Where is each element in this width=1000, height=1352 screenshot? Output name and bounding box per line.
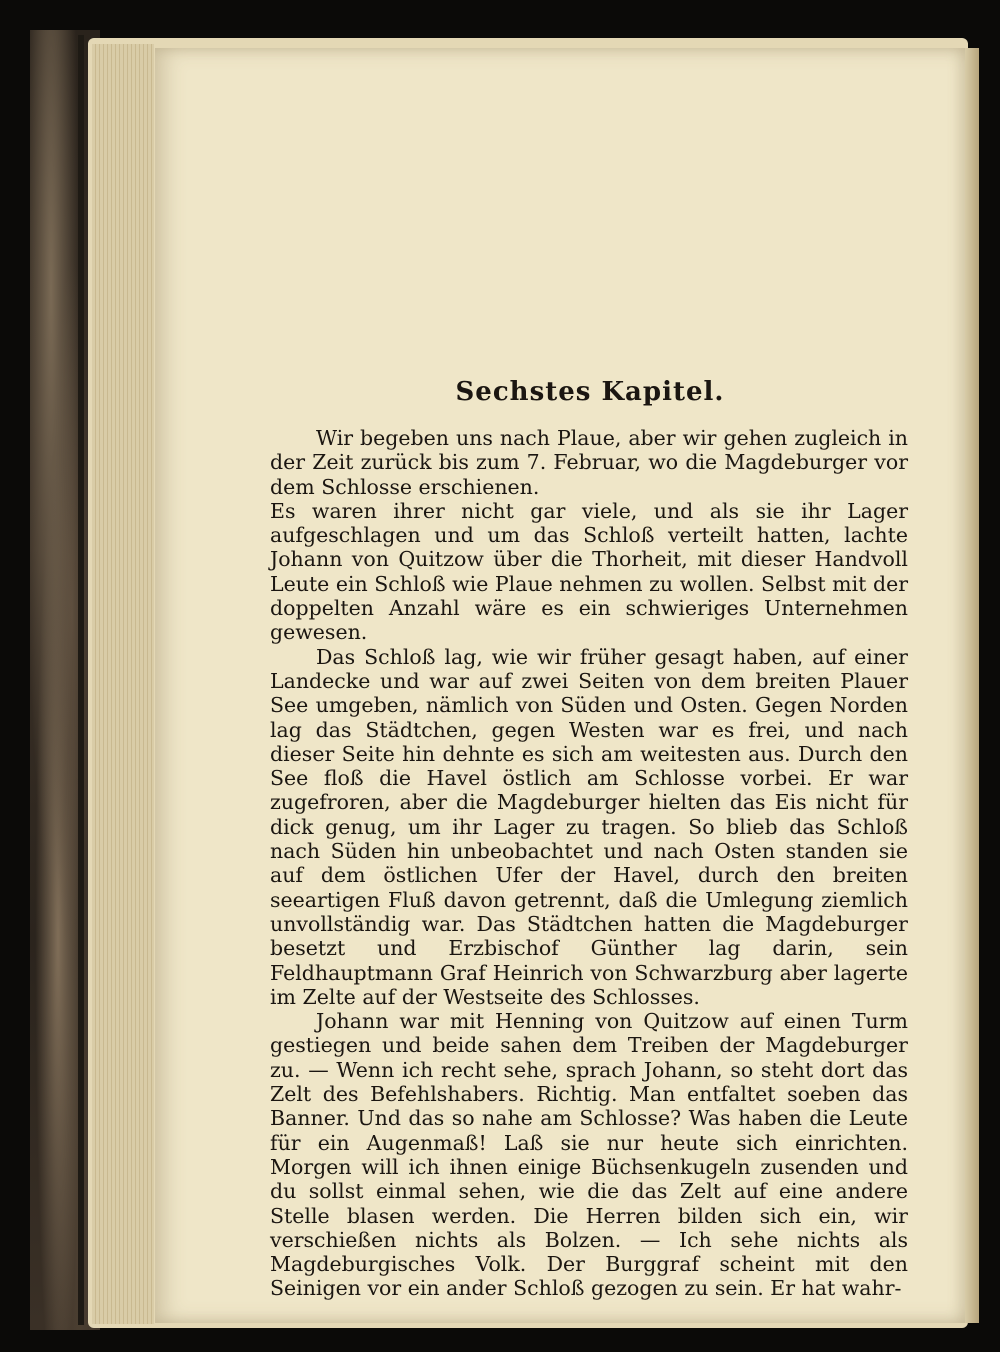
cover-edge — [78, 35, 84, 1325]
paragraph: Johann war mit Henning von Quitzow auf einen Turm gestiegen und beide sahen dem Treiben der Magdeburger zu. — Wenn ich recht sehe, sprach Johann, so steht dort das Zelt des Befehlshabers. Richtig. Man entfaltet soeben das Banner. Und das so nahe am Schlosse? Was haben die Leute für ein Augenmaß! Laß sie nur heute sich einrichten. Morgen will ich ihnen einige Büchsenkugeln zusenden und du sollst einmal sehen, wie die das Zelt auf eine andere Stelle blasen werden. Die Herren bilden sich ein, wir verschießen nichts als Bolzen. — Ich sehe nichts als Magdeburgisches Volk. Der Burggraf scheint mit den Seinigen vor ein ander Schloß gezogen zu sein. Er hat wahr- — [270, 1009, 908, 1301]
paragraph: Wir begeben uns nach Plaue, aber wir gehen zugleich in der Zeit zurück bis zum 7. Februar, wo die Magdeburger vor dem Schlosse erschienen. — [270, 426, 908, 499]
page-edges — [92, 44, 154, 1324]
chapter-title: Sechstes Kapitel. — [455, 377, 725, 408]
paragraph: Das Schloß lag, wie wir früher gesagt haben, auf einer Landecke und war auf zwei Seiten von dem breiten Plauer See umgeben, nämlich von Süden und Osten. Gegen Norden lag das Städtchen, gegen Westen war es frei, und nach dieser Seite hin dehnte es sich am weitesten aus. Durch den See floß die Havel östlich am Schlosse vorbei. Er war zugefroren, aber die Magdeburger hielten das Eis nicht für dick genug, um ihr Lager zu tragen. So blieb das Schloß nach Süden hin unbeobachtet und nach Osten standen sie auf dem östlichen Ufer der Havel, durch den breiten seeartigen Fluß davon getrennt, daß die Umlegung ziemlich unvollständig war. Das Städtchen hatten die Magdeburger besetzt und Erzbischof Günther lag darin, sein Feldhauptmann Graf Heinrich von Schwarzburg aber lagerte im Zelte auf der Westseite des Schlosses. — [270, 644, 908, 1009]
page-body — [270, 426, 908, 1301]
paragraph: Es waren ihrer nicht gar viele, und als sie ihr Lager aufgeschlagen und um das Schloß verteilt hatten, lachte Johann von Quitzow über die Thorheit, mit dieser Handvoll Leute ein Schloß wie Plaue nehmen zu wollen. Selbst mit der doppelten Anzahl wäre es ein schwieriges Unternehmen gewesen. — [270, 498, 908, 645]
page-gutter — [965, 48, 979, 1323]
